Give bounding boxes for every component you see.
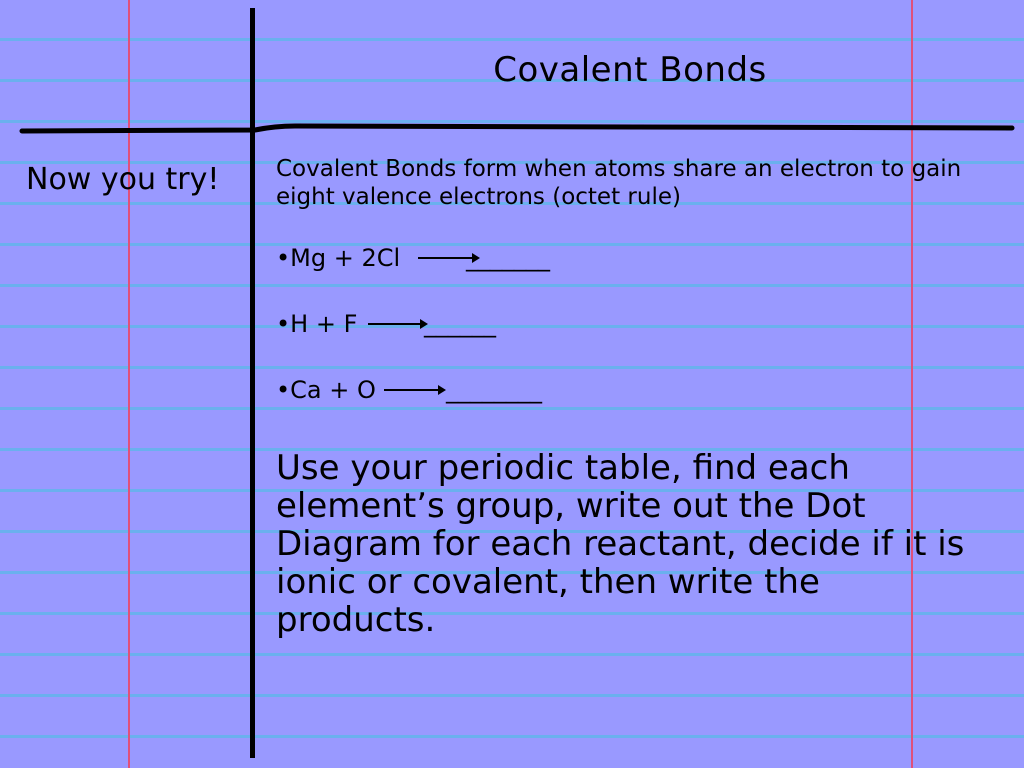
- left-margin-line: [128, 0, 130, 768]
- answer-blank: ______: [424, 310, 496, 338]
- answer-blank: ________: [446, 376, 542, 404]
- reaction-text: •Ca + O: [276, 376, 376, 404]
- reaction-text: •H + F: [276, 310, 358, 338]
- reaction-item: [276, 241, 996, 275]
- answer-blank: _______: [466, 244, 550, 272]
- reaction-item: [276, 373, 996, 407]
- instructions-text: Use your periodic table, find each element’s group, write out the Dot Diagram for each reactant, decide if it is ionic or covalent, then write the products.: [276, 448, 965, 640]
- reaction-item: [276, 307, 996, 341]
- arrow-icon: [384, 389, 444, 391]
- side-heading: Now you try!: [26, 162, 220, 197]
- intro-text: Covalent Bonds form when atoms share an electron to gain eight valence electrons (octet rule): [276, 156, 962, 210]
- slide-title: Covalent Bonds: [493, 50, 767, 90]
- content-area: [276, 155, 996, 639]
- arrow-icon: [368, 323, 426, 325]
- reaction-text: •Mg + 2Cl: [276, 244, 401, 272]
- vertical-divider: [250, 8, 255, 758]
